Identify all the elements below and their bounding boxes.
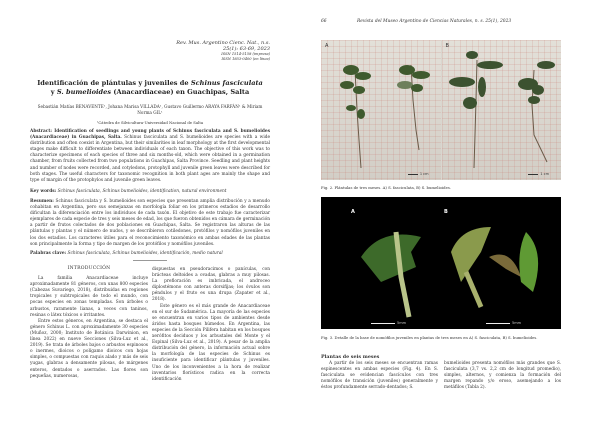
section-heading: Plantas de seis meses (321, 354, 380, 360)
title-text: y (50, 88, 57, 96)
figure-2-panel-a (321, 40, 441, 180)
affiliation: ¹Cátedra de Silvicultura-Universidad Nacional de Salta (96, 120, 204, 125)
issn-print: ISSN 1514-5158 (impresa) (221, 52, 270, 56)
panel-label: B (445, 43, 449, 49)
abstract-text: Schinus fasciculata and S. bumelioides are species with a wide distribution and often coexist in Argentina, but their similarities in leaf morphology at the first developmental stages make difficult to differentiate between individuals of each taxon. The objective of this work was to characterize specimens of each species of three and six months-old, which were obtained in a germination chamber, from fruits collected from two populations in Guachipas, Salta Province. Seedling and plant heights and number of nodes were recorded, and cotyledons, protophyll and juvenile green leaves were described for both stages. The useful characters for taxonomic recognition in both plant ages are mainly the shape and type of margin of the protophylos and juvenile green leaves. (30, 135, 270, 183)
palabras-text: Schinus fasciculata, Schinus bumelioides, identificación, medio natural (67, 251, 223, 256)
scale-label: 5mm (512, 321, 522, 325)
intro-column-2 (152, 267, 270, 383)
figure-2-panel-b (442, 40, 562, 180)
journal-volume: 25(1): 63-69, 2023 (222, 46, 270, 52)
panel-label: A (325, 43, 329, 49)
resumen (30, 199, 270, 248)
resumen-text: Schinus fasciculata y S. bumelioides son especies que presentan amplia distribución y a menudo cohabitan en Argentina, pero sus semejanzas en morfología foliar en los primeros estadios de desarrollo dificultan la diferenciación entre los individuos de cada taxón. El objetivo de este trabajo fue caracterizar ejemplares de cada especie de tres y seis meses de edad, los que fueron obtenidos en cámara de germinación a partir de frutos colectados de dos poblaciones en Guachipas, Salta. Se registraron las alturas de las plántulas y plantas y el número de nudos, y se describieron cotiledones, protófilos y nomófilos juveniles en los dos estadios. Los caracteres útiles para el reconocimiento taxonómico en ambas edades de las plantas son principalmente la forma y tipo de margen de los protófilos y nomófilos juveniles. (30, 199, 271, 247)
paragraph: La familia Anacardiaceae incluye aproximadamente 81 géneros, con unas 800 especies (Cabezas Suvariego, 2018), distribuidas en regiones tropicales y subtropicales de todo el mundo, con pocas especies en zonas templadas. Son árboles o arbustos, raramente lianas, a veces con taninos, resinas o látex tóxicos o irritantes. (30, 276, 148, 318)
keywords-label: Key words: (30, 189, 57, 194)
paragraph: Este género es el más grande de Anacardiaceae en el sur de Sudamérica. La mayoría de las especies se encuentran en varios tipos de ambientes desde áridos hasta bosques húmedos. En Argentina, las especies de la Sección Pilifera habitan en los bosques xerófitos deciduos y los arbustales del Monte y el Espinal (Silva-Luz et al., 2019). A pesar de la amplia distribución del género, la información actual sobre la morfología de las especies de Schinus es insuficiente para identificar plántulas y juveniles. Uno de los inconvenientes a la hora de realizar inventarios florísticos radica en la correcta identificación (152, 303, 270, 382)
title-text: Identificación de plántulas y juveniles de (37, 79, 191, 87)
scale-bar (528, 172, 549, 176)
article-title (30, 79, 270, 97)
seedling-illustration (442, 40, 562, 180)
figure-3-photo (321, 197, 561, 329)
figure-2-photo (321, 40, 561, 180)
authors: Sebastián Matías BENAVENTE¹, Johana Marisa VILLADA¹, Gustavo Guillermo ARAYA FARFÁN¹ & Miriam Norma GIL¹ (37, 104, 263, 115)
issn-online: ISSN 1853-0400 (en línea) (221, 57, 270, 61)
leaf-base-illustration (321, 197, 561, 329)
palabras-label: Palabras clave: (30, 251, 67, 256)
title-species: Schinus fasciculata (190, 79, 263, 87)
intro-heading: INTRODUCCIÓN (67, 266, 111, 271)
intro-column-1 (30, 266, 148, 380)
scale-bar (371, 321, 406, 325)
scale-bar (486, 321, 521, 325)
palabras-clave (30, 251, 270, 257)
figure-2-caption: Fig. 2. Plántulas de tres meses. A) S. fasciculata, B) S. bumelioides. (321, 185, 452, 190)
abstract-label: Abstract: Identification of seedlings and young plants of Schinus fasciculata and S. bumelioides (Anacardiaceae) in Guachipas, Salta. (30, 129, 270, 141)
abstract (30, 129, 270, 184)
seedling-illustration (321, 40, 441, 180)
panel-label: A (351, 209, 355, 215)
scale-label: 1 cm (540, 172, 549, 176)
figure-3-caption: Fig. 3. Detalle de la base de nomófilos juveniles en plantas de tres meses en A) S. fasciculata, B) S. bumelioides. (321, 335, 538, 340)
page-number: 66 (321, 19, 327, 24)
scale-label: 1 cm (419, 172, 429, 176)
paragraph: dispuestas en pseudoracimos o panículas, con brácteas deltoides a ovadas, glabras a muy pilosas. La prefloración es imbricada, el androceo diplostémono con anteras dorsifijas; los óvulos son péndulos y el fruto es una drupa (Zapater et al., 2018). (152, 267, 270, 303)
divider (133, 260, 167, 261)
body-column-2: bumelioides presenta nomófilos más grandes que S. fasciculata (3,7 vs. 2,2 cm de longitud promedio), simples, alternos, y comienza la formación del margen repando y/o eroso, asemejando a los metáfilos (Tabla 2). (444, 361, 561, 391)
title-species: S. bumelioides (56, 88, 112, 96)
scale-label: 5mm (397, 321, 407, 325)
keywords-text: Schinus fasciculata, Schinus bumelioides, identification, natural environment (57, 189, 227, 194)
body-column-1: A partir de los seis meses se encuentran ramas espinescentes en ambas especies (Fig. 4). En S. fasciculata se evidencian fascículos con tres nomófilos de transición (juveniles) generalmente y éstos profundamente serrado-dentados; S. (321, 361, 438, 391)
journal-citation (176, 40, 270, 62)
title-text: (Anacardiaceae) en Guachipas, Salta (111, 88, 250, 96)
resumen-label: Resumen: (30, 199, 54, 204)
keywords (30, 189, 270, 195)
panel-label: B (444, 209, 448, 215)
running-head: Revista del Museo Argentino de Ciencias Naturales, n. s. 25(1), 2023 (357, 19, 512, 24)
journal-name: Rev. Mus. Argentino Cienc. Nat., n.s. (176, 40, 270, 46)
scale-bar (408, 172, 429, 176)
paragraph: Entre estos géneros, en Argentina, se destaca el género Schinus L. con aproximadamente 30 especies (Muñoz, 2000; Instituto de Botánica Darwinion, en línea 2022) en nueve Secciones (Silva-Luz et al., 2019). Se trata de árboles bajos o arbustos espinosos o inermes, dioicos o polígamo dioicos con hojas simples, o compuestas con raquis alado y más de seis yugas, glabras a densamente pilosas, de márgenes enteros, dentados o aserrados. Las flores son pequeñas, numerosas, (30, 318, 148, 379)
